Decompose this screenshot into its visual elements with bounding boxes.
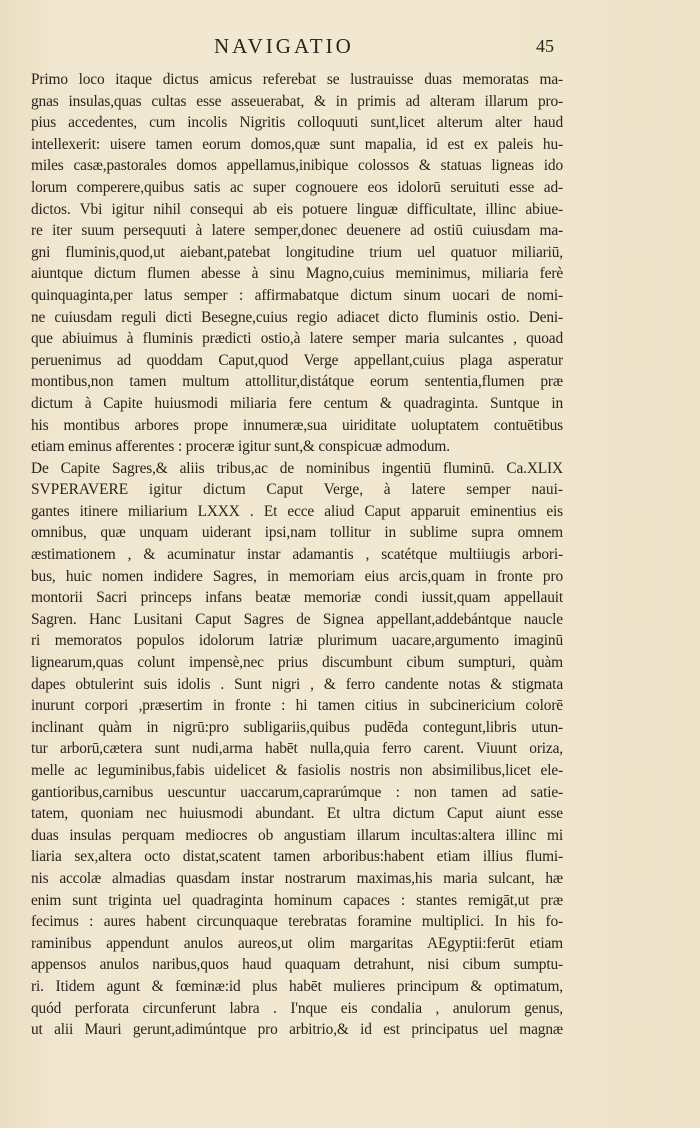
text-line: tatem, quoniam nec huiusmodi abundant. Et ultra dictum Caput aiunt esse [31,805,563,823]
text-line: enim sunt triginta uel quadraginta hominum capaces : stantes remigāt,ut præ [31,891,563,909]
body-text [31,69,563,1041]
text-line: omnibus, quæ unquam uiderant ipsi,nam tollitur in sublime supra omnem [31,524,563,542]
text-line: aiuntque dictum flumen abesse à sinu Magno,cuius meminimus, miliaria ferè [31,265,563,283]
text-line: lignearum,quas colunt impensè,nec prius discumbunt cibum sumpturi, quàm [31,654,563,672]
text-line: Primo loco itaque dictus amicus referebat se lustrauisse duas memoratas ma- [31,71,563,88]
running-title: NAVIGATIO [214,34,354,58]
text-line: ut alii Mauri gerunt,adimúntque pro arbitrio,& id est principatus uel magnæ [31,1021,563,1039]
text-line: tur arborū,cætera sunt nudi,arma habēt nulla,quia ferro carent. Viuunt oriza, [31,740,563,758]
text-line: miles casæ,pastorales domos appellamus,inibique colossos & statuas ligneas ido [31,157,563,175]
text-line: dictos. Vbi igitur nihil consequi ab eis potuere linguæ difficultate, illinc abiue- [31,200,563,218]
text-line: melle ac leguminibus,fabis uidelicet & fasiolis nostris non absimilibus,licet ele- [31,762,563,779]
text-line: etiam eminus afferentes : proceræ igitur sunt,& conspicuæ admodum. [31,438,450,456]
text-line: fecimus : aures habent circunquaque terebratas foramine multiplici. In his fo- [31,913,563,931]
text-line: liaria sex,altera octo distat,scatent tamen arboribus:habent etiam illius flumi- [31,848,563,866]
text-line: bus, huic nomen indidere Sagres, in memoriam eius arcis,quam in fronte pro [31,567,563,585]
text-line: peruenimus ad quoddam Caput,quod Verge appellant,cuius plaga asperatur [31,351,563,369]
text-line: ne cuiusdam reguli dicti Besegne,cuius regio adiacet dicto fluminis ostio. Deni- [31,308,563,326]
text-line: Sagren. Hanc Lusitani Caput Sagres de Signea appellant,addebántque naucle [31,610,563,628]
text-line: his montibus arbores prope innumeræ,sua uiriditate uoluptatem contuētibus [31,416,563,434]
text-line: gni fluminis,quod,ut aiebant,patebat longitudine trium uel quatuor miliariū, [31,243,563,261]
running-head [0,34,700,60]
text-line: gantioribus,carnibus uescuntur uaccarum,caprarúmque : non tamen ad satie- [31,783,563,801]
text-line: quód perforata circunferunt labra . I'nque eis condalia , anulorum genus, [31,999,563,1017]
text-line: gantes itinere miliarium LXXX . Et ecce aliud Caput apparuit eminentius eis [31,502,563,520]
text-line: raminibus appendunt anulos aureos,ut olim margaritas AEgyptii:ferūt etiam [31,934,563,952]
text-line: æstimationem , & acuminatur instar adamantis , scatétque multiiugis arbori- [31,546,563,564]
text-line: inclinant quàm in nigrū:pro subligariis,quibus pudēda contegunt,libris utun- [31,718,563,736]
text-line: re iter suum persequuti à latere semper,donec deuenere ad ostiū cuiusdam ma- [31,222,563,240]
text-line: dapes obtulerint suis idolis . Sunt nigri , & ferro candente notas & stigmata [31,675,563,693]
text-line: montorii Sacri princeps infans beatæ memoriæ condi iussit,quam appellauit [31,589,563,607]
text-line: appensos anulos naribus,quos haud quaquam detrahunt, nisi cibum sumptu- [31,956,563,974]
text-line: montibus,non tamen multum attollitur,distátque eorum sententia,flumen præ [31,373,563,391]
text-line: ri memoratos populos idolorum latriæ plurimum uacare,argumento imaginū [31,632,563,650]
text-line: ri. Itidem agunt & fœminæ:id plus habēt mulieres principum & optimatum, [31,977,563,995]
text-line: intellexerit: uisere tamen eorum domos,quæ sunt mapalia, id est ex paleis hu- [31,135,563,153]
text-line: que abiuimus à fluminis prædicti ostio,à latere semper maria sulcantes , quoad [31,330,563,348]
chapter-opening-line: SVPERAVERE igitur dictum Caput Verge, à latere semper naui- [31,481,563,499]
text-line: duas insulas perquam mediocres ob angustiam illarum incultas:altera illinc mi [31,826,563,844]
chapter-heading: De Capite Sagres,& aliis tribus,ac de nominibus ingentiū fluminū. Ca.XLIX [31,459,563,477]
text-line: nis accolæ almadias quasdam instar nostrarum maximas,his maria sulcant, hæ [31,869,563,887]
text-line: dictum à Capite huiusmodi miliaria fere centum & quadraginta. Suntque in [31,394,563,412]
text-line: gnas insulas,quas cultas esse asseuerabat, & in primis ad alteram illarum pro- [31,92,563,110]
text-line: lorum comperere,quibus satis ac super cognouere eos idolorū seruituti esse ad- [31,178,563,196]
text-line: quinquaginta,per latus semper : affirmabatque dictum sinum uocari de nomi- [31,286,563,304]
text-line: pius accedentes, cum incolis Nigritis colloquuti sunt,licet alterum alter haud [31,114,563,132]
text-line: inurunt corpori ,præsertim in fronte : hi tamen citius in subcinericium colorē [31,697,563,715]
page-number: 45 [536,36,554,56]
